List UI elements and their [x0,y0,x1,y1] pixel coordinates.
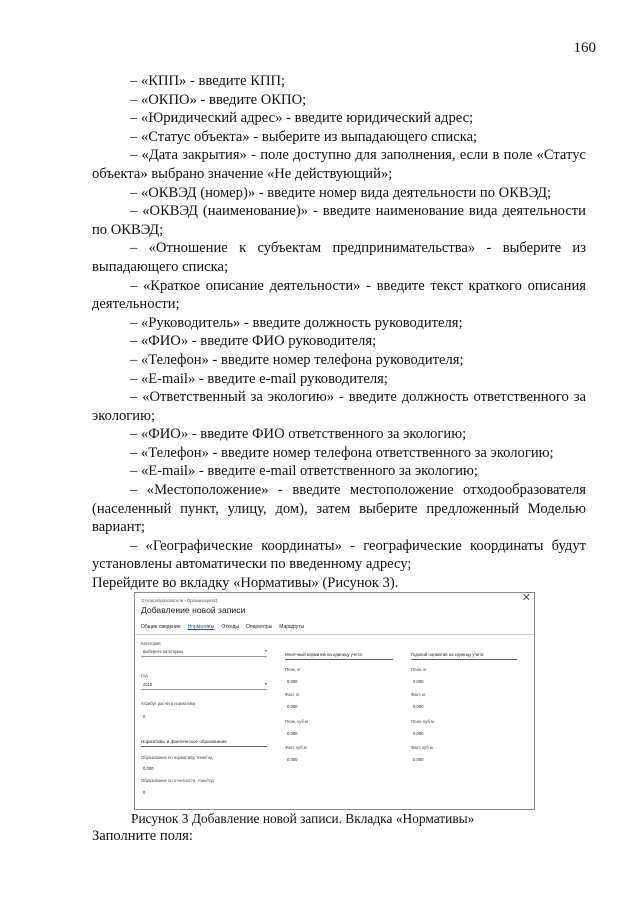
section-title: Нормативы и фактическое образование [141,739,227,744]
list-item: – «Руководитель» - введите должность руководителя; [130,314,463,331]
page-number: 160 [573,40,596,56]
list-item: – «ФИО» - введите ФИО ответственного за экологию; [130,426,467,443]
list-item: – «ФИО» - введите ФИО руководителя; [130,333,377,350]
tab-item[interactable]: Общие сведения [141,624,181,630]
mid-row-value[interactable]: 0,000 [287,731,298,736]
tab-bar [141,624,304,630]
mid-row-label: Факт, куб.м [285,745,307,750]
right-row-value[interactable]: 0,000 [413,704,424,709]
list-item: – «Географические координаты» - географические координаты будут установлены автоматически по введенному адресу; [92,537,586,573]
list-item: – «Юридический адрес» - введите юридический адрес; [130,110,474,127]
mid-row-label: План, куб.м [285,719,308,724]
figure-screenshot [134,592,535,810]
list-item: – «ОКПО» - введите ОКПО; [130,91,307,108]
chevron-down-icon: ▾ [264,681,267,686]
tab-divider [135,634,534,635]
actual-label: Образование по отчетности, тонн/год [141,778,214,783]
following-text: Заполните поля: [92,828,193,844]
right-row-label: Факт, куб.м [411,745,433,750]
mid-row-label: Факт, кг [285,692,300,697]
tab-item[interactable]: Отходы [221,624,239,630]
figure-caption: Рисунок 3 Добавление новой записи. Вкладка «Нормативы» [131,811,475,826]
yearly-underline [411,659,517,660]
list-item: – «Статус объекта» - выберите из выпадающего списка; [130,128,478,145]
paragraph: Перейдите во вкладку «Нормативы» (Рисунок 3). [92,575,399,592]
norm-value[interactable]: 0,000 [143,766,154,771]
section-underline [141,746,267,747]
close-icon[interactable]: ✕ [521,592,531,604]
monthly-heading: Месячный норматив на единицу учета [285,652,362,657]
list-item: – «КПП» - введите КПП; [130,73,286,89]
list-item: – «Отношение к субъектам предпринимательства» - выберите из выпадающего списка; [92,240,586,275]
year-value: 2018 [143,682,153,687]
list-item: – «ОКВЭД (номер)» - введите номер вида деятельности по ОКВЭД; [130,184,552,201]
tab-item[interactable]: Операторы [246,624,273,630]
right-row-label: План, куб.м [411,719,434,724]
list-item: – «ОКВЭД (наименование)» - введите наименование вида деятельности по ОКВЭД; [92,203,586,238]
monthly-underline [285,659,393,660]
mid-row-label: План, кг [285,667,301,672]
body-text [92,72,586,593]
right-row-value[interactable]: 0,000 [413,757,424,762]
attr-label: Атрибут расчета норматива [141,701,196,706]
list-item: – «Ответственный за экологию» - введите должность ответственного за экологию; [92,389,586,424]
list-item: – «Краткое описание деятельности» - введите текст краткого описания деятельности; [92,277,586,313]
year-label: Год [141,673,148,678]
list-item: – «Телефон» - введите номер телефона руководителя; [130,351,464,368]
category-value: выберите категорию [143,649,183,654]
right-row-label: Факт, кг [411,692,426,697]
mid-row-value[interactable]: 0,000 [287,757,298,762]
list-item: – «Телефон» - введите номер телефона ответственного за экологию; [130,444,554,461]
category-label: Категория [141,641,161,646]
mid-row-value[interactable]: 0,000 [287,704,298,709]
list-item: – «E-mail» - введите e-mail руководителя; [130,370,388,387]
year-select[interactable] [141,681,267,690]
list-item: – «Дата закрытия» - поле доступно для заполнения, если в поле «Статус объекта» выбрано значение «Не действующий»; [92,147,586,182]
dialog-title: Добавление новой записи [141,605,246,615]
yearly-heading: Годовой норматив на единицу учета [411,652,484,657]
category-select[interactable] [141,648,267,657]
norm-label: Образование по нормативу, тонн/год [141,755,213,760]
actual-value[interactable]: 0 [143,790,146,795]
list-item: – «Местоположение» - введите местоположение отходообразователя (населенный пункт, улицу, дом), затем выберите предложенный Моделью вариант; [92,482,586,536]
right-row-value[interactable]: 0,000 [413,679,424,684]
breadcrumb[interactable]: Отходообразователи › Организация41 [141,598,218,603]
chevron-down-icon: ▾ [264,648,267,653]
tab-item[interactable]: Нормативы [187,624,215,630]
tab-item[interactable]: Маршруты [279,624,305,630]
mid-row-value[interactable]: 0,000 [287,679,298,684]
right-row-value[interactable]: 0,000 [413,731,424,736]
right-row-label: План, кг [411,667,427,672]
attr-value[interactable]: 0 [143,714,146,719]
list-item: – «E-mail» - введите e-mail ответственного за экологию; [130,463,478,480]
